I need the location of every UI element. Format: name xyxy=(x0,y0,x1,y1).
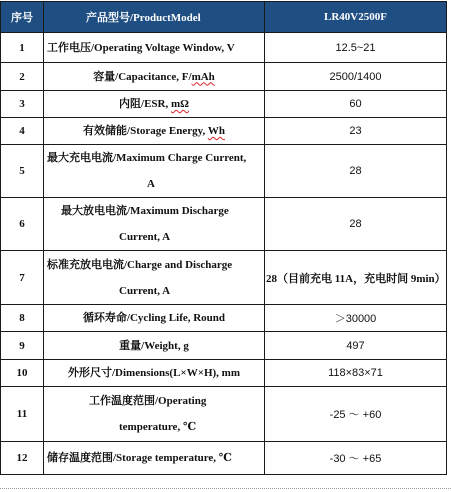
table-row xyxy=(1,442,447,475)
row-no: 3 xyxy=(1,91,44,118)
table-row xyxy=(1,251,447,305)
row-param-unit: Wh xyxy=(207,125,225,137)
row-param-line2: temperature, ℃ xyxy=(119,421,197,433)
row-param xyxy=(44,387,265,442)
table-row xyxy=(1,305,447,332)
row-param xyxy=(44,198,265,251)
row-value: 2500/1400 xyxy=(265,63,447,91)
row-no: 8 xyxy=(1,305,44,332)
row-no: 5 xyxy=(1,145,44,198)
row-no: 4 xyxy=(1,118,44,145)
table-row xyxy=(1,91,447,118)
row-param-text: 容量/Capacitance, F/ xyxy=(93,70,192,83)
row-value: 28（目前充电 11A，充电时间 9min） xyxy=(265,251,447,305)
row-value: 497 xyxy=(265,332,447,360)
row-value: 118×83×71 xyxy=(265,360,447,387)
row-param: 循环寿命/Cycling Life, Round xyxy=(44,305,265,332)
row-param: 外形尺寸/Dimensions(L×W×H), mm xyxy=(44,360,265,387)
row-param xyxy=(44,251,265,305)
row-no: 10 xyxy=(1,360,44,387)
row-param-line1: 标准充放电电流/Charge and Discharge xyxy=(47,258,233,271)
row-value: -30 ～ +65 xyxy=(265,442,447,475)
row-param-text: 内阻/ESR, xyxy=(119,98,171,110)
row-param-line1: 最大充电电流/Maximum Charge Current, xyxy=(47,152,247,164)
row-value: 28 xyxy=(265,145,447,198)
table-header-row xyxy=(1,2,447,33)
table-row xyxy=(1,63,447,91)
table-row xyxy=(1,360,447,387)
row-param xyxy=(44,118,265,145)
row-value: 60 xyxy=(265,91,447,118)
row-param xyxy=(44,91,265,118)
row-value: 28 xyxy=(265,198,447,251)
header-param: 产品型号/ProductModel xyxy=(44,2,265,33)
table-row xyxy=(1,118,447,145)
row-param-line1: 最大放电电流/Maximum Discharge xyxy=(61,205,229,217)
row-value: 23 xyxy=(265,118,447,145)
row-param-unit: mAh xyxy=(191,70,215,83)
table-row xyxy=(1,145,447,198)
row-param-line2: A xyxy=(147,178,155,190)
row-value: ＞30000 xyxy=(265,305,447,332)
row-param-line2: Current, A xyxy=(119,284,171,297)
row-param-line1: 工作温度范围/Operating xyxy=(89,395,207,407)
row-param xyxy=(44,63,265,91)
row-param-line2: Current, A xyxy=(119,231,171,243)
row-param: 工作电压/Operating Voltage Window, V xyxy=(44,33,265,63)
row-no: 2 xyxy=(1,63,44,91)
table-row xyxy=(1,33,447,63)
row-value: 12.5~21 xyxy=(265,33,447,63)
row-no: 1 xyxy=(1,33,44,63)
row-no: 6 xyxy=(1,198,44,251)
row-no: 12 xyxy=(1,442,44,475)
spec-table xyxy=(0,1,447,475)
page-edge-divider xyxy=(0,488,451,492)
table-row xyxy=(1,387,447,442)
row-no: 9 xyxy=(1,332,44,360)
row-value: -25 ～ +60 xyxy=(265,387,447,442)
row-param: 储存温度范围/Storage temperature, ℃ xyxy=(44,442,265,475)
row-no: 7 xyxy=(1,251,44,305)
row-param-unit: mΩ xyxy=(170,98,189,110)
row-param: 重量/Weight, g xyxy=(44,332,265,360)
header-model: LR40V2500F xyxy=(265,2,447,33)
table-row xyxy=(1,198,447,251)
row-param-text: 有效储能/Storage Energy, xyxy=(83,125,208,137)
table-row xyxy=(1,332,447,360)
row-no: 11 xyxy=(1,387,44,442)
row-param xyxy=(44,145,265,198)
header-no: 序号 xyxy=(1,2,44,33)
